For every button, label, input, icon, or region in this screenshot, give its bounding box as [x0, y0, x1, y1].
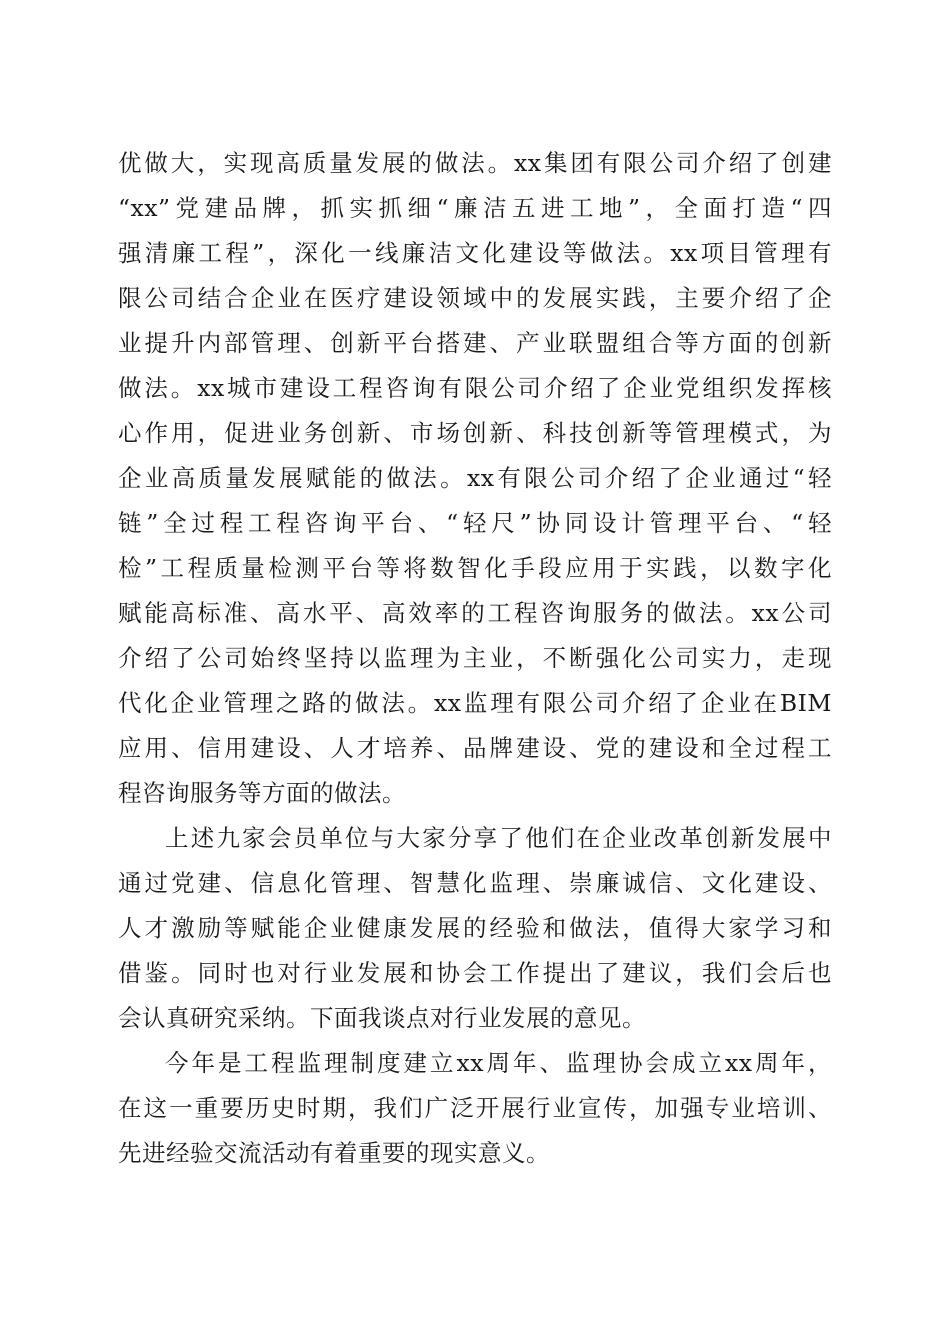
text-line: 企业高质量发展赋能的做法。xx有限公司介绍了企业通过“轻 [118, 464, 832, 492]
text-line: 检”工程质量检测平台等将数智化手段应用于实践，以数字化 [118, 554, 832, 582]
text-line: 心作用，促进业务创新、市场创新、科技创新等管理模式，为 [118, 419, 832, 447]
text-line: 通过党建、信息化管理、智慧化监理、崇廉诚信、文化建设、 [118, 869, 832, 897]
text-line: 在这一重要历史时期，我们广泛开展行业宣传，加强专业培训、 [118, 1094, 832, 1122]
text-line: 上述九家会员单位与大家分享了他们在企业改革创新发展中 [165, 824, 832, 852]
text-line: 限公司结合企业在医疗建设领域中的发展实践，主要介绍了企 [118, 284, 832, 312]
text-line: “xx”党建品牌，抓实抓细“廉洁五进工地”，全面打造“四 [118, 194, 832, 222]
text-line: 优做大，实现高质量发展的做法。xx集团有限公司介绍了创建 [118, 149, 832, 177]
text-line: 借鉴。同时也对行业发展和协会工作提出了建议，我们会后也 [118, 959, 832, 987]
paragraph-3 [118, 1041, 832, 1176]
text-line: 介绍了公司始终坚持以监理为主业，不断强化公司实力，走现 [118, 644, 832, 672]
text-line: 先进经验交流活动有着重要的现实意义。 [118, 1139, 550, 1167]
text-line: 业提升内部管理、创新平台搭建、产业联盟组合等方面的创新 [118, 329, 832, 357]
text-line: 会认真研究采纳。下面我谈点对行业发展的意见。 [118, 1004, 646, 1032]
paragraph-2 [118, 816, 832, 1041]
text-line: 做法。xx城市建设工程咨询有限公司介绍了企业党组织发挥核 [118, 374, 832, 402]
text-line: 应用、信用建设、人才培养、品牌建设、党的建设和全过程工 [118, 734, 832, 762]
text-line: 人才激励等赋能企业健康发展的经验和做法，值得大家学习和 [118, 914, 832, 942]
text-line: 赋能高标准、高水平、高效率的工程咨询服务的做法。xx公司 [118, 599, 832, 627]
document-body [118, 141, 832, 1176]
text-line: 链”全过程工程咨询平台、“轻尺”协同设计管理平台、“轻 [118, 509, 832, 537]
text-line: 程咨询服务等方面的做法。 [118, 779, 406, 807]
paragraph-1 [118, 141, 832, 816]
text-line: 强清廉工程”，深化一线廉洁文化建设等做法。xx项目管理有 [118, 239, 832, 267]
text-line: 今年是工程监理制度建立xx周年、监理协会成立xx周年， [165, 1049, 832, 1077]
text-line: 代化企业管理之路的做法。xx监理有限公司介绍了企业在BIM [118, 689, 832, 717]
